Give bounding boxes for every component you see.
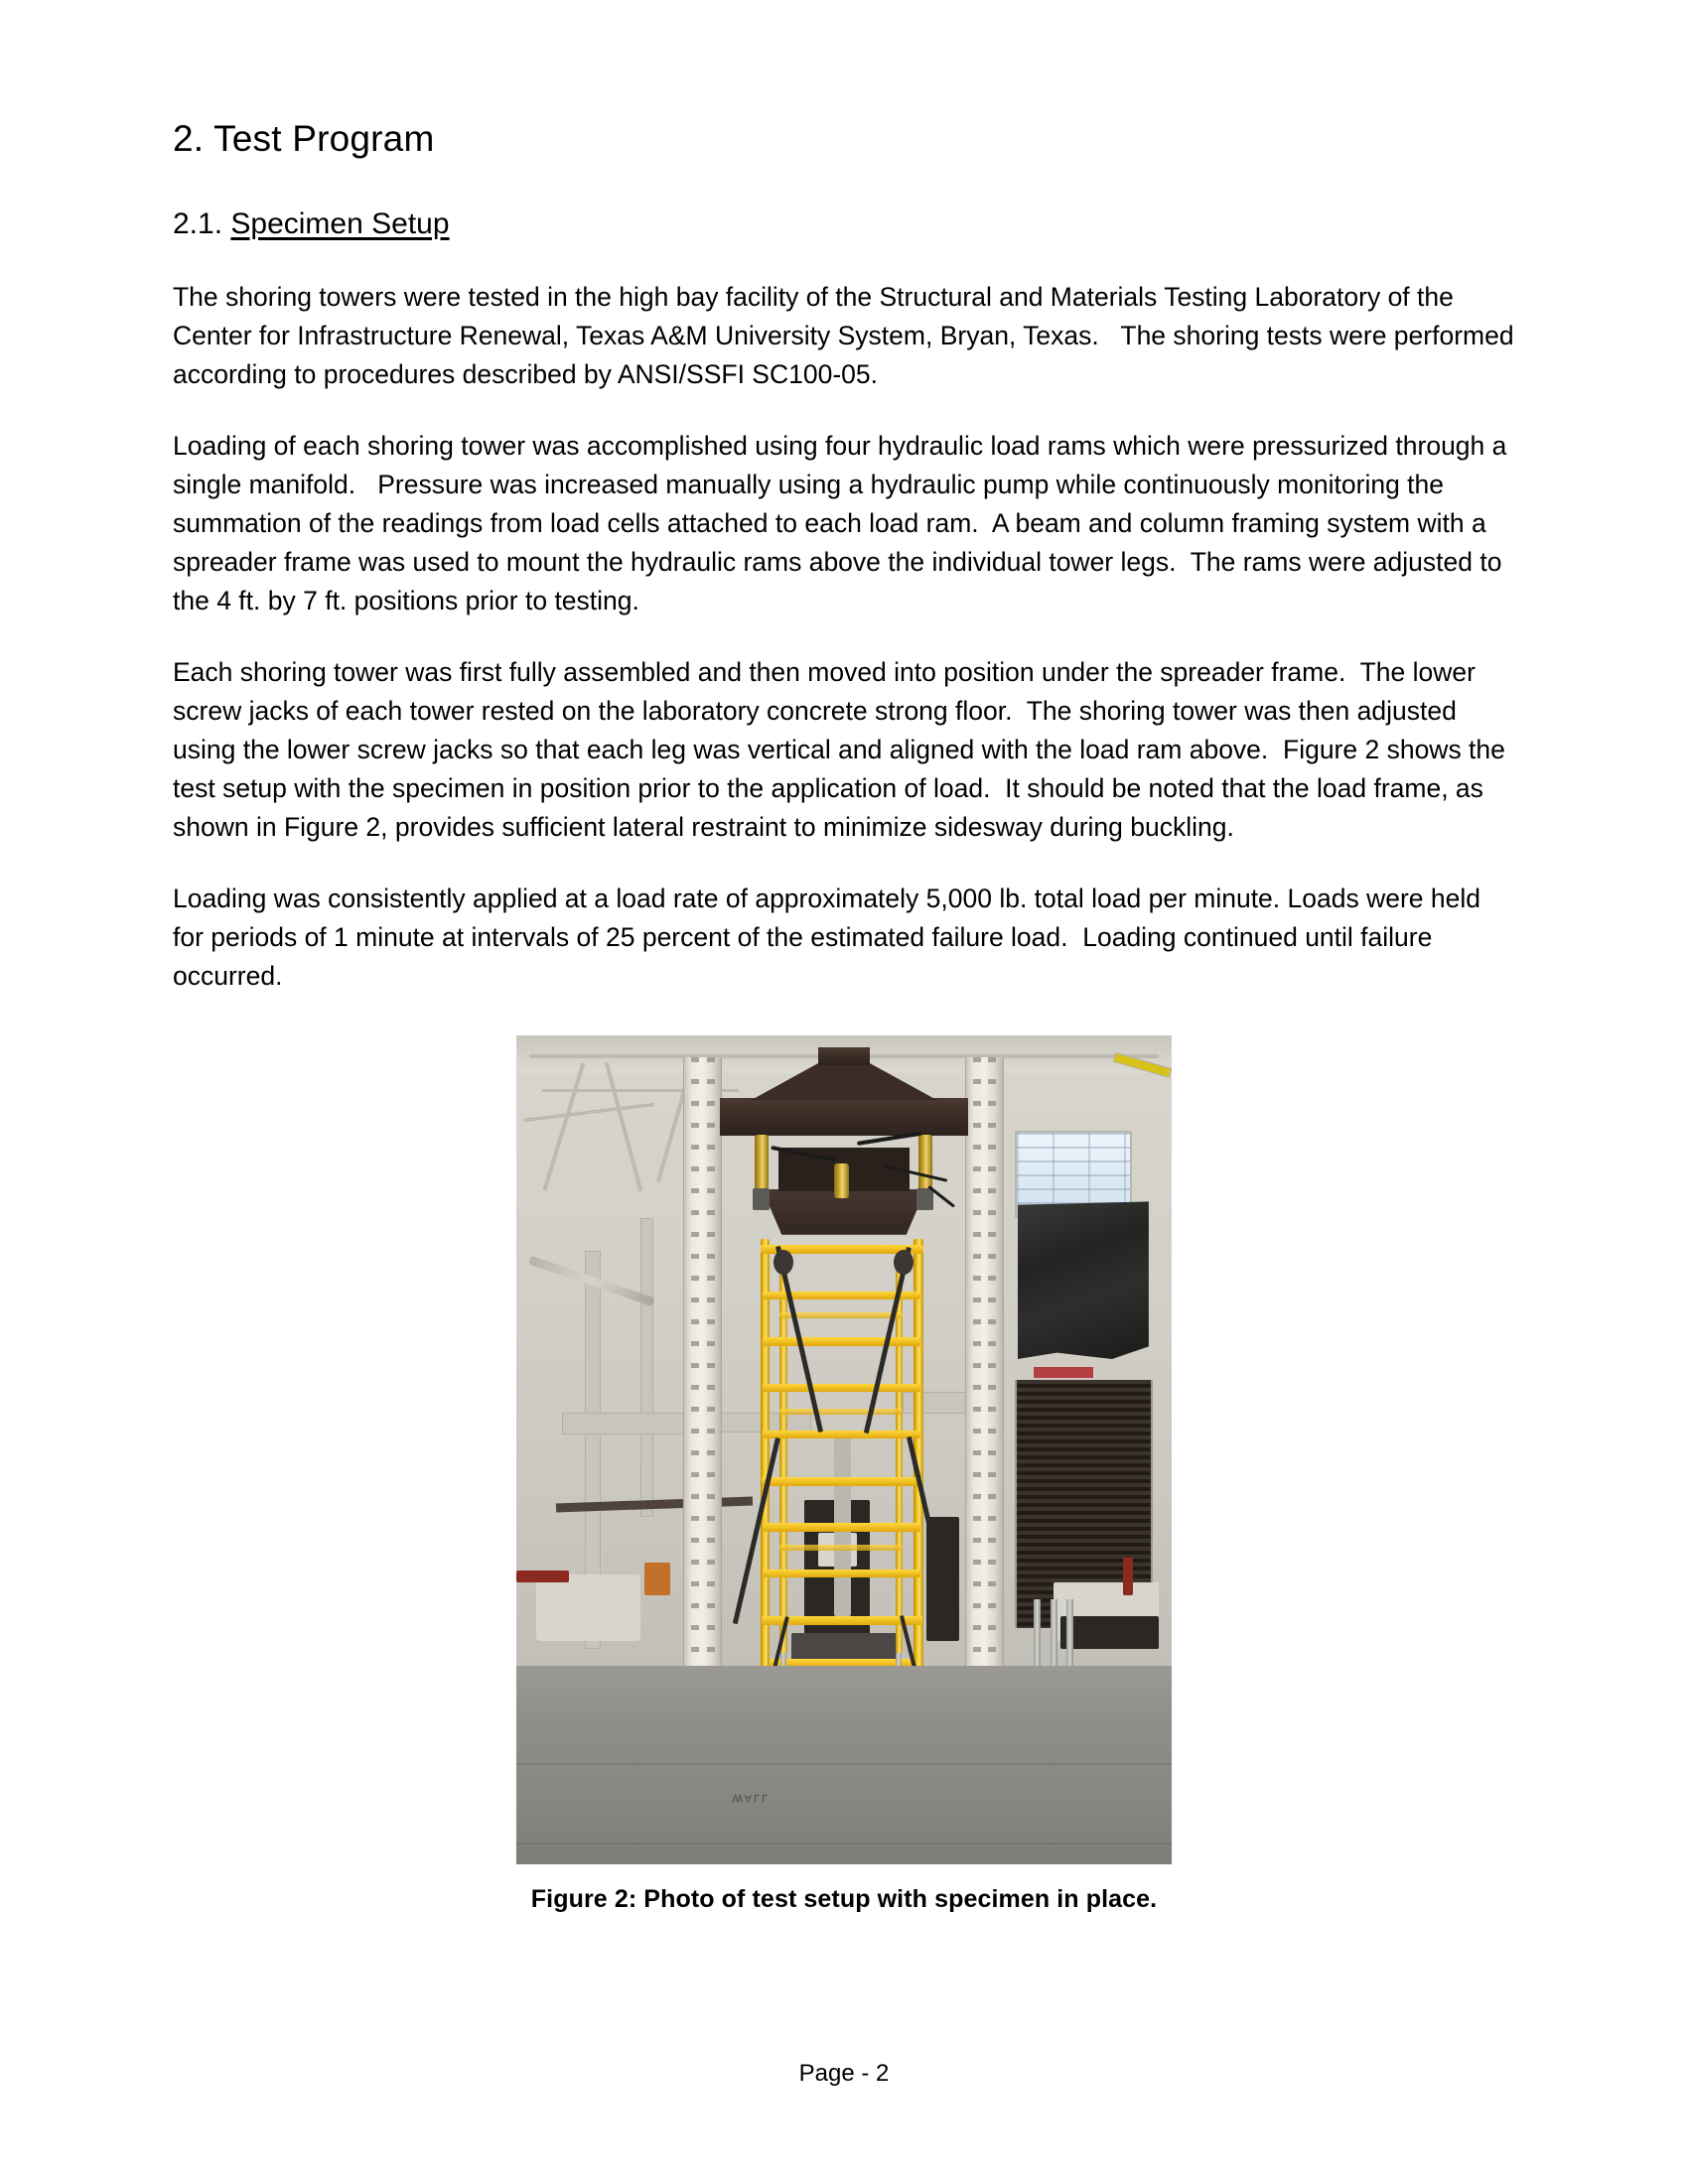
floor-seam [516, 1763, 1172, 1765]
tower-rung-back [779, 1409, 903, 1415]
column-bolt-holes [988, 1057, 996, 1688]
load-cell-right [894, 1250, 914, 1275]
tower-rung-back [779, 1312, 903, 1318]
load-cell-left [774, 1250, 793, 1275]
ram-head-right [916, 1188, 933, 1210]
door-sign [1034, 1367, 1092, 1378]
page-footer: Page - 2 [798, 2060, 890, 2087]
ram-head-left [753, 1188, 770, 1210]
tower-rung [763, 1570, 920, 1577]
hydraulic-ram-right [918, 1135, 933, 1191]
paragraph-3: Each shoring tower was first fully assembled and then moved into position under the spreader frame. The lower screw jacks of each tower rested on the laboratory concrete strong floor. The shoring tower was then adjusted using the lower screw jacks so that each leg was vertical and aligned with the load ram above. Figure 2 shows the test setup with the specimen in position prior to the application of load. It should be noted that the load frame, as shown in Figure 2, provides sufficient lateral restraint to minimize sidesway during buckling. [173, 657, 1513, 843]
load-frame-column-right [965, 1057, 1004, 1688]
column-bolt-holes [973, 1057, 981, 1688]
hydraulic-ram-left [755, 1135, 770, 1191]
tower-rung [763, 1523, 920, 1531]
subsection-heading [173, 161, 1515, 242]
column-bolt-holes [707, 1057, 715, 1688]
figure-photo [516, 1035, 1172, 1864]
photo-scene [516, 1035, 1172, 1864]
paragraph-1: The shoring towers were tested in the high bay facility of the Structural and Materials Testing Laboratory of the Center for Infrastructure Renewal, Texas A&M University System, Bryan, Texas. The shoring tests were performed according to procedures described by ANSI/SSFI SC100-05. [173, 282, 1521, 390]
figure-caption: Figure 2: Photo of test setup with specimen in place. [530, 1885, 1158, 1914]
left-machinery [536, 1574, 641, 1641]
tower-rung [762, 1477, 922, 1486]
background-jack-red [1123, 1558, 1134, 1595]
floor-seam [516, 1843, 1172, 1844]
background-beam-left [562, 1413, 693, 1434]
left-beam-red [516, 1570, 569, 1583]
page-content [173, 0, 1521, 1916]
background-column-left-2 [640, 1218, 653, 1517]
floor-marking-text: WALL [732, 1791, 771, 1804]
tower-rung [763, 1337, 920, 1345]
background-table-right [1060, 1616, 1159, 1649]
figure-2 [173, 1035, 1515, 1916]
hydraulic-ram-center [834, 1163, 849, 1198]
subsection-label: Specimen Setup [230, 207, 450, 241]
page-title: 2. Test Program [173, 118, 435, 159]
paragraph-4: Loading was consistently applied at a load rate of approximately 5,000 lb. total load per minute. Loads were held for periods of 1 minute at intervals of 25 percent of the estimated failure load. Loading continued until failure occurred. [173, 884, 1488, 992]
tower-rung [763, 1384, 920, 1392]
black-tarp [1018, 1201, 1149, 1359]
tower-rung [763, 1431, 920, 1438]
top-cross-beam [720, 1098, 969, 1136]
top-beam-plate [818, 1047, 871, 1065]
subsection-number: 2.1. [173, 207, 223, 241]
column-bolt-holes [691, 1057, 699, 1688]
tower-rung-back [779, 1545, 903, 1551]
load-frame-column-left [683, 1057, 722, 1688]
tower-leg-back-left [779, 1247, 786, 1653]
paragraph-2: Loading of each shoring tower was accomplished using four hydraulic load rams which were pressurized through a single manifold. Pressure was increased manually using a hydraulic pump while continuously monitoring the summation of the readings from load cells attached to each load ram. A beam and column framing system with a spreader frame was used to mount the hydraulic rams above the individual tower legs. The rams were adjusted to the 4 ft. by 7 ft. positions prior to testing. [173, 431, 1514, 616]
left-bin-orange [644, 1563, 670, 1595]
